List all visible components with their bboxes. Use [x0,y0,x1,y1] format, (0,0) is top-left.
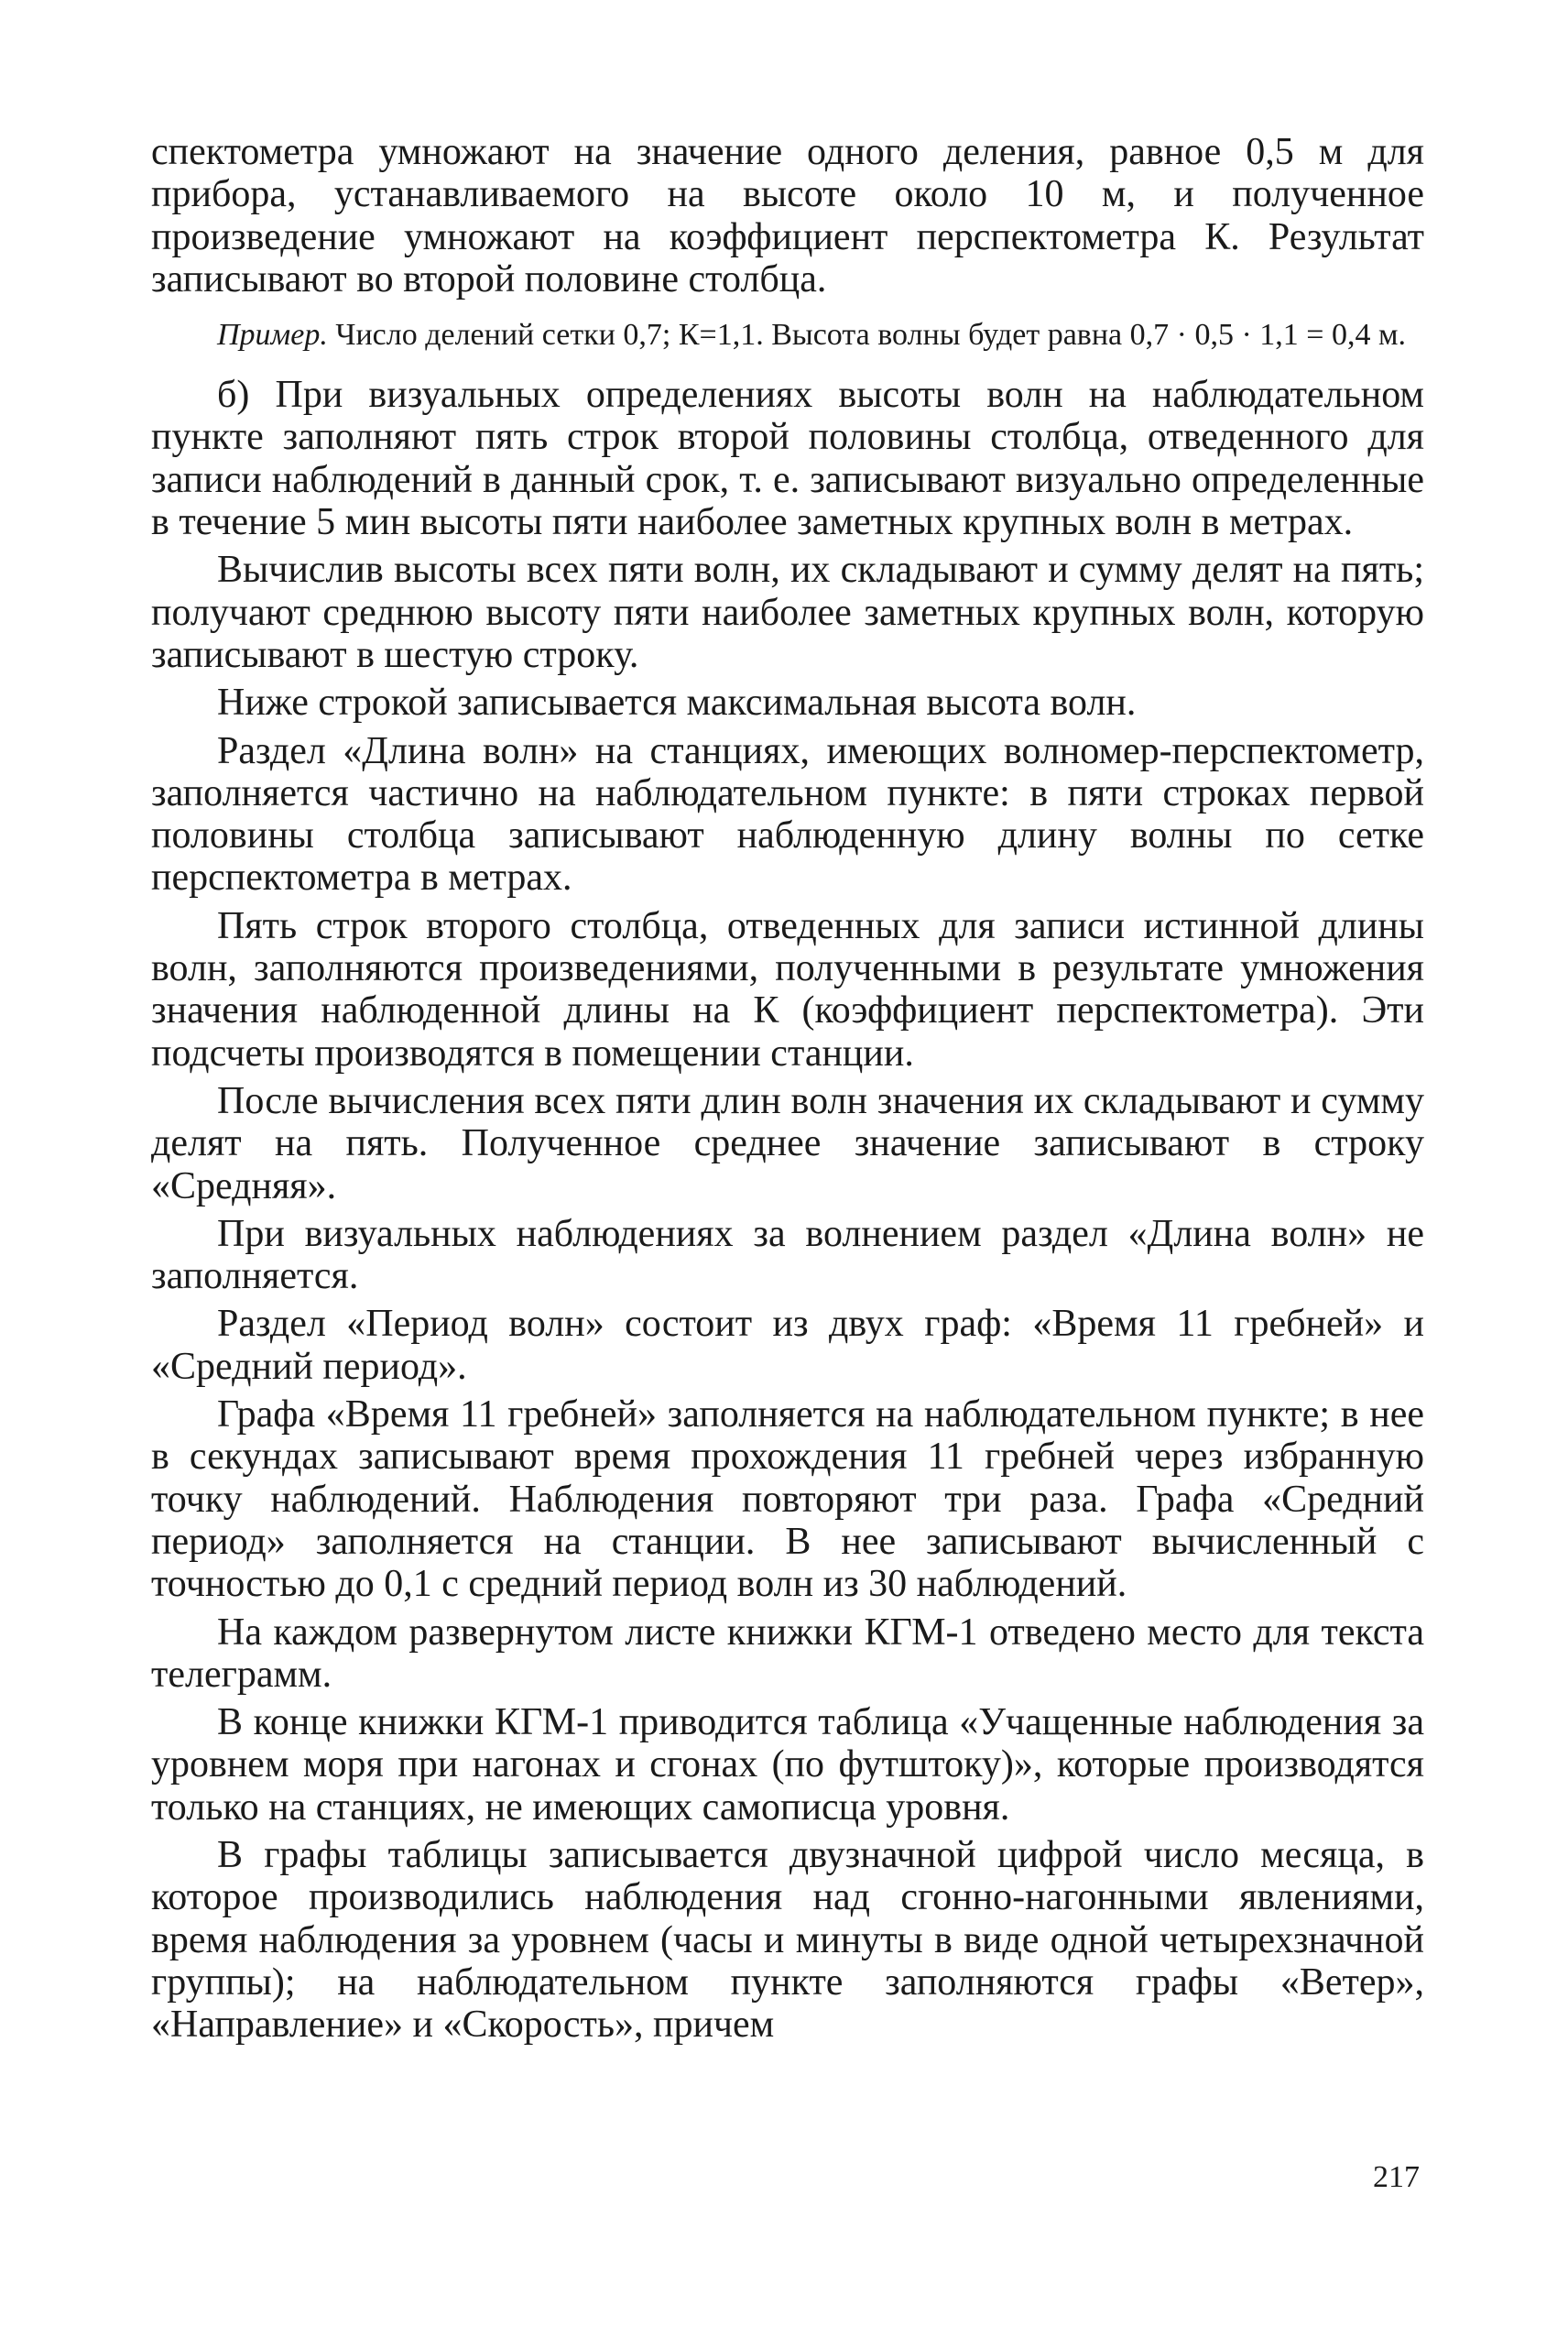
paragraph-10: Графа «Время 11 гребней» заполняется на наблюдательном пункте; в нее в секундах записывают время прохождения 11 гребней через избранную точку наблюдений. Наблюдения повторяют три раза. Графа «Средний период» заполняется на станции. В нее записывают вычисленный с точностью до 0,1 с средний период волн из 30 наблюдений. [151,1393,1424,1606]
paragraph-5: Раздел «Длина волн» на станциях, имеющих волномер-перспектометр, заполняется частично на наблюдательном пункте: в пяти строках первой половины столбца записывают наблюденную длину волны по сетке перспектометра в метрах. [151,729,1424,900]
paragraph-9: Раздел «Период волн» состоит из двух граф: «Время 11 гребней» и «Средний период». [151,1303,1424,1388]
paragraph-12: В конце книжки КГМ-1 приводится таблица «Учащенные наблюдения за уровнем моря при нагонах и сгонах (по футштоку)», которые производятся только на станциях, не имеющих самописца уровня. [151,1701,1424,1829]
page-body [151,131,1424,2051]
paragraph-2: б) При визуальных определениях высоты волн на наблюдательном пункте заполняют пять строк второй половины столбца, отведенного для записи наблюдений в данный срок, т. е. записывают визуально определенные в течение 5 мин высоты пяти наиболее заметных крупных волн в метрах. [151,374,1424,544]
example-text: Число делений сетки 0,7; К=1,1. Высота волны будет равна 0,7 · 0,5 · 1,1 = 0,4 м. [335,318,1406,353]
page-number: 217 [1373,2160,1420,2194]
paragraph-11: На каждом развернутом листе книжки КГМ-1 отведено место для текста телеграмм. [151,1611,1424,1696]
paragraph-3: Вычислив высоты всех пяти волн, их складывают и сумму делят на пять; получают среднюю высоту пяти наиболее заметных крупных волн, которую записывают в шестую строку. [151,549,1424,676]
paragraph-8: При визуальных наблюдениях за волнением раздел «Длина волн» не заполняется. [151,1212,1424,1298]
paragraph-1: спектометра умножают на значение одного деления, равное 0,5 м для прибора, устанавливаемого на высоте около 10 м, и полученное произведение умножают на коэффициент перспектометра К. Результат записывают во второй половине столбца. [151,131,1424,300]
paragraph-4: Ниже строкой записывается максимальная высота волн. [217,682,1137,725]
example-label: Пример. [217,318,328,353]
example-note [151,317,1424,354]
paragraph-6: Пять строк второго столбца, отведенных для записи истинной длины волн, заполняются произведениями, полученными в результате умножения значения наблюденной длины на К (коэффициент перспектометра). Эти подсчеты производятся в помещении станции. [151,904,1424,1075]
paragraph-7: После вычисления всех пяти длин волн значения их складывают и сумму делят на пять. Полученное среднее значение записывают в строку «Средняя». [151,1079,1424,1207]
paragraph-13: В графы таблицы записывается двузначной цифрой число месяца, в которое производились наблюдения над сгонно-нагонными явлениями, время наблюдения за уровнем (часы и минуты в виде одной четырехзначной группы); на наблюдательном пункте заполняются графы «Ветер», «Направление» и «Скорость», причем [151,1833,1424,2047]
